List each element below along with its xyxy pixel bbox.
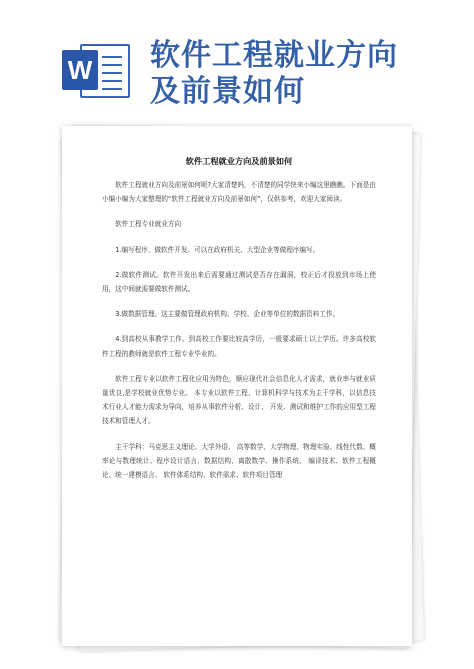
page-title-line-2: 及前景如何 — [150, 74, 305, 109]
document-page — [62, 126, 412, 646]
document-body — [102, 154, 376, 493]
paragraph-item-2: 2.做软件测试。软件开发出来后需要通过测试是否存在漏洞，校正后才投放到市场上使用，这中间就需要做软件测试。 — [102, 270, 376, 294]
paragraph-item-4: 4.到高校从事教学工作。到高校工作要比较高学历，一般要求硕士以上学历。许多高校软件工程的教师就是软件工程专业毕业的。 — [102, 335, 376, 358]
doc-line-decoration — [102, 72, 122, 74]
paragraph-section-heading: 软件工程专业就业方向 — [115, 220, 182, 229]
word-document-icon — [62, 42, 132, 100]
header — [0, 0, 474, 112]
doc-line-decoration — [102, 88, 122, 90]
paragraph-major-description: 软件工程专业以软件工程化应用为特色，顺应现代社会信息化人才需求，就业率与就业质量优良,是学校就业优势专业。 本专业以软件工程、计算机科学与技术为主干学科，以信息技术行业人才能力需求为导向，培养从事软件分析、设计、 开发、测试和维护工作的应用型工程技术和管理人才。 — [102, 374, 376, 426]
page-title-line-1: 软件工程就业方向 — [150, 38, 398, 73]
paragraph-core-subjects: 主干学科：马克思主义理论、大学外语、 高等数学、大学物理、物理实验、线性代数、概率论与数理统计、程序设计语言、数据结构、离散数学、操作系统、 编译技术、软件工程概论、统一建模语言、 软件体系结构、软件需求、软件项目管理 — [102, 442, 376, 480]
doc-line-decoration — [102, 80, 122, 82]
document-title: 软件工程就业方向及前景如何 — [185, 156, 293, 166]
paragraph-item-3: 3.做数据管理。这主要做管理政府机构、学校、企业等单位的数据资料工作。 — [115, 310, 340, 319]
doc-line-decoration — [102, 56, 122, 58]
paragraph-intro: 软件工程就业方向及前景如何呢?大家清楚吗，不清楚的同学快来小编这里瞧瞧。下面是由小编小编为大家整理的“软件工程就业方向及前景如何”，仅供参考，欢迎大家阅读。 — [102, 181, 376, 204]
doc-line-decoration — [102, 64, 122, 66]
word-w-badge-icon: W — [62, 50, 98, 90]
paragraph-item-1: 1.编写程序、做软件开发。可以在政府机关、大型企业等做程序编写。 — [115, 245, 320, 254]
